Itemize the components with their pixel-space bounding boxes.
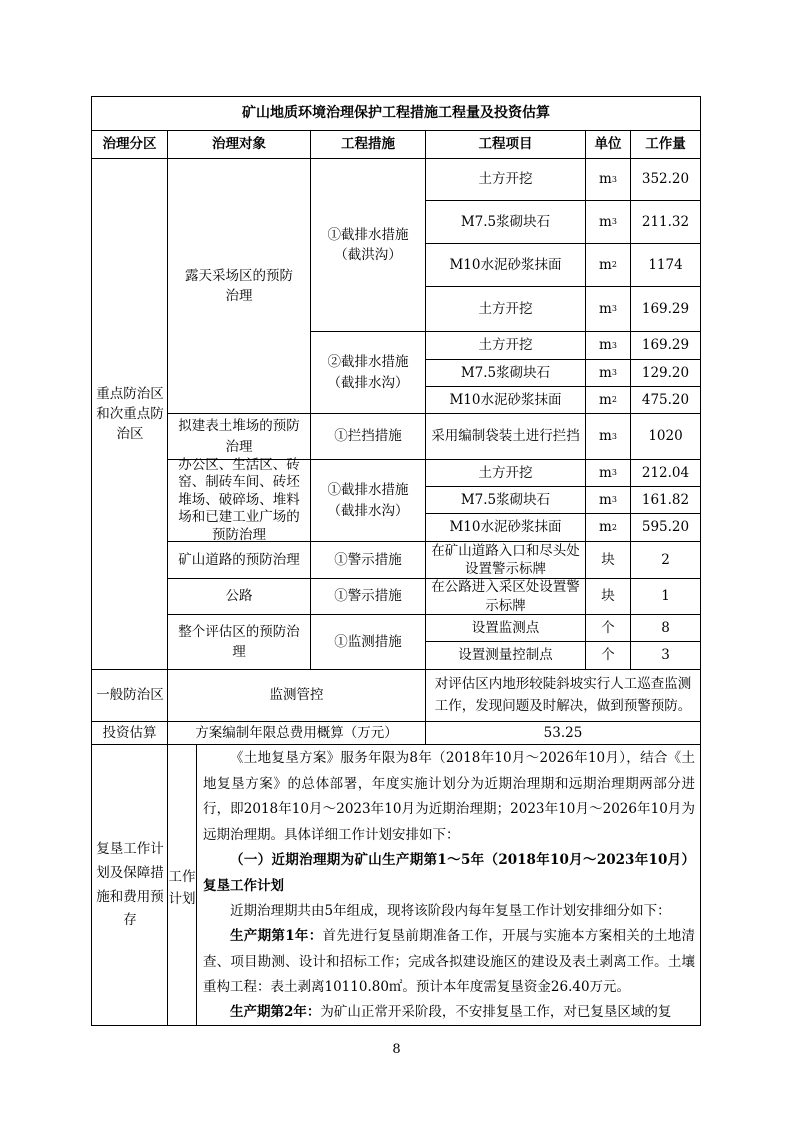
plan-year-2 [203, 1000, 695, 1026]
investment-value: 53.25 [543, 724, 583, 741]
unit-symbol: m [599, 391, 612, 408]
work-item-quantity: 212.04 [641, 464, 690, 481]
header-unit: 单位 [594, 136, 622, 153]
investment-label: 方案编制年限总费用概算（万元） [195, 724, 398, 741]
work-item-name: 在公路进入采区处设置警示标牌 [431, 579, 580, 614]
year-1-label: 生产期第1年： [230, 928, 323, 944]
object-area: 整个评估区的预防治理 [178, 623, 300, 660]
unit-symbol: m [599, 364, 612, 381]
work-item-name: M7.5浆砌块石 [460, 364, 551, 381]
work-item-quantity: 211.32 [641, 213, 690, 230]
object-pit: 露天采场区的预防治理 [185, 267, 293, 304]
measure-drain-ditch-office: ①截排水措施（截排水沟） [327, 482, 409, 519]
unit-symbol: 块 [601, 588, 615, 605]
measure-barrier: ①拦挡措施 [334, 428, 402, 445]
zone-investment: 投资估算 [102, 724, 157, 741]
zone-general: 一般防治区 [96, 687, 164, 704]
object-highway: 公路 [225, 588, 253, 605]
unit-symbol: m [599, 171, 612, 188]
unit-symbol: m [599, 300, 612, 317]
work-item-unit: m 3 [586, 414, 630, 459]
object-soil: 拟建表土堆场的预防治理 [178, 418, 300, 455]
work-item-unit: m 3 [586, 460, 630, 486]
work-item-unit [586, 579, 630, 614]
object-office: 办公区、生活区、砖窑、制砖车间、砖坯堆场、破碎场、堆料场和已建工业广场的预防治理 [178, 456, 300, 543]
zone-reclamation: 复垦工作计划及保障措施和费用预存 [96, 841, 164, 929]
header-zone: 治理分区 [102, 136, 157, 153]
work-item-unit: m 3 [586, 201, 630, 243]
unit-symbol: m [599, 464, 612, 481]
work-item-name: M7.5浆砌块石 [460, 213, 551, 230]
year-1-text: 首先进行复垦前期准备工作，开展与实施本方案相关的土地清查、项目勘测、设计和招标工作；完成各拟建设施区的建设及表土剥离工作。土壤重构工程：表土剥离10110.80㎡。预计本年度需复垦资金26.40万元。 [203, 928, 695, 995]
work-item-unit: m 2 [586, 514, 630, 541]
zone-key: 重点防治区和次重点防治区 [96, 385, 164, 443]
work-item-quantity: 8 [661, 619, 670, 636]
work-item-quantity: 1020 [648, 428, 683, 445]
work-item-name: 土方开挖 [478, 171, 533, 188]
header-quantity: 工作量 [645, 136, 686, 153]
work-item-quantity: 1 [661, 588, 670, 605]
plan-heading-1: （一）近期治理期为矿山生产期第1～5年（2018年10月～2023年10月）复垦工作计划 [203, 852, 695, 894]
plan-paragraph-2: 近期治理期共由5年组成，现将该阶段内每年复垦工作计划安排细分如下： [230, 903, 671, 919]
unit-symbol: m [599, 213, 612, 230]
work-item-name: 在矿山道路入口和尽头处设置警示标牌 [431, 542, 580, 577]
work-item-quantity: 3 [661, 647, 670, 664]
unit-symbol: m [599, 491, 612, 508]
work-item-name: M10水泥砂浆抹面 [449, 519, 562, 536]
year-2-text: 为矿山正常开采阶段，不安排复垦工作，对已复垦区域的复 [320, 1004, 672, 1020]
unit-symbol: 个 [601, 647, 615, 664]
work-item-unit: m 3 [586, 287, 630, 331]
unit-symbol: m [599, 256, 612, 273]
work-item-name: 设置监测点 [471, 619, 540, 636]
work-item-name: 土方开挖 [478, 300, 533, 317]
unit-symbol: 个 [601, 619, 615, 636]
work-item-name: M7.5浆砌块石 [460, 491, 551, 508]
work-item-quantity: 2 [661, 551, 670, 568]
plan-paragraph-1: 《土地复垦方案》服务年限为8年（2018年10月～2026年10月），结合《土地复垦方案》的总体部署，年度实施计划分为近期治理期和远期治理期两部分进行，即2018年10月～2023年10月为近期治理期；2023年10月～2026年10月为远期治理期。具体详细工作计划安排如下： [203, 750, 695, 843]
year-2-label: 生产期第2年： [230, 1004, 321, 1020]
work-item-unit [586, 615, 630, 641]
measure-monitoring: ①监测措施 [334, 633, 402, 650]
work-item-name: 采用编制袋装土进行拦挡 [431, 428, 580, 445]
work-item-unit: m 3 [586, 487, 630, 513]
header-item: 工程项目 [478, 136, 533, 153]
work-plan-label: 工作计划 [168, 869, 196, 907]
table-title: 矿山地质环境治理保护工程措施工程量及投资估算 [242, 105, 550, 121]
work-item-quantity: 161.82 [641, 491, 690, 508]
work-item-quantity: 1174 [648, 256, 683, 273]
general-description: 对评估区内地形较陡斜坡实行人工巡查监测工作，发现问题及时解决，做到预警预防。 [434, 675, 692, 714]
work-item-unit: m 2 [586, 244, 630, 286]
measure-warning-road: ①警示措施 [334, 551, 402, 568]
work-item-name: 土方开挖 [478, 337, 533, 354]
work-item-quantity: 595.20 [641, 519, 690, 536]
general-object: 监测管控 [269, 687, 324, 704]
measure-flood-ditch: ①截排水措施（截洪沟） [327, 226, 409, 263]
work-item-name: 设置测量控制点 [458, 647, 553, 664]
work-item-unit: m 3 [586, 332, 630, 359]
page-number: 8 [392, 1042, 401, 1057]
work-item-unit [586, 542, 630, 578]
header-object: 治理对象 [212, 136, 266, 153]
unit-symbol: 块 [601, 551, 615, 568]
measure-warning-highway: ①警示措施 [334, 588, 402, 605]
unit-symbol: m [599, 428, 612, 445]
unit-symbol: m [599, 519, 612, 536]
plan-year-1 [203, 924, 695, 1001]
work-item-quantity: 169.29 [641, 300, 690, 317]
work-item-quantity: 129.20 [641, 364, 690, 381]
work-item-quantity: 352.20 [641, 171, 690, 188]
work-item-quantity: 475.20 [641, 391, 690, 408]
work-item-unit: m 3 [586, 159, 630, 200]
measure-drain-ditch: ②截排水措施（截排水沟） [327, 354, 409, 391]
work-item-unit [586, 642, 630, 669]
work-item-quantity: 169.29 [641, 337, 690, 354]
header-measure: 工程措施 [341, 136, 395, 153]
work-item-name: 土方开挖 [478, 464, 533, 481]
object-road: 矿山道路的预防治理 [178, 551, 300, 568]
work-item-name: M10水泥砂浆抹面 [449, 256, 562, 273]
work-item-unit: m 2 [586, 387, 630, 413]
unit-symbol: m [599, 337, 612, 354]
work-item-unit: m 3 [586, 360, 630, 386]
work-item-name: M10水泥砂浆抹面 [449, 391, 562, 408]
